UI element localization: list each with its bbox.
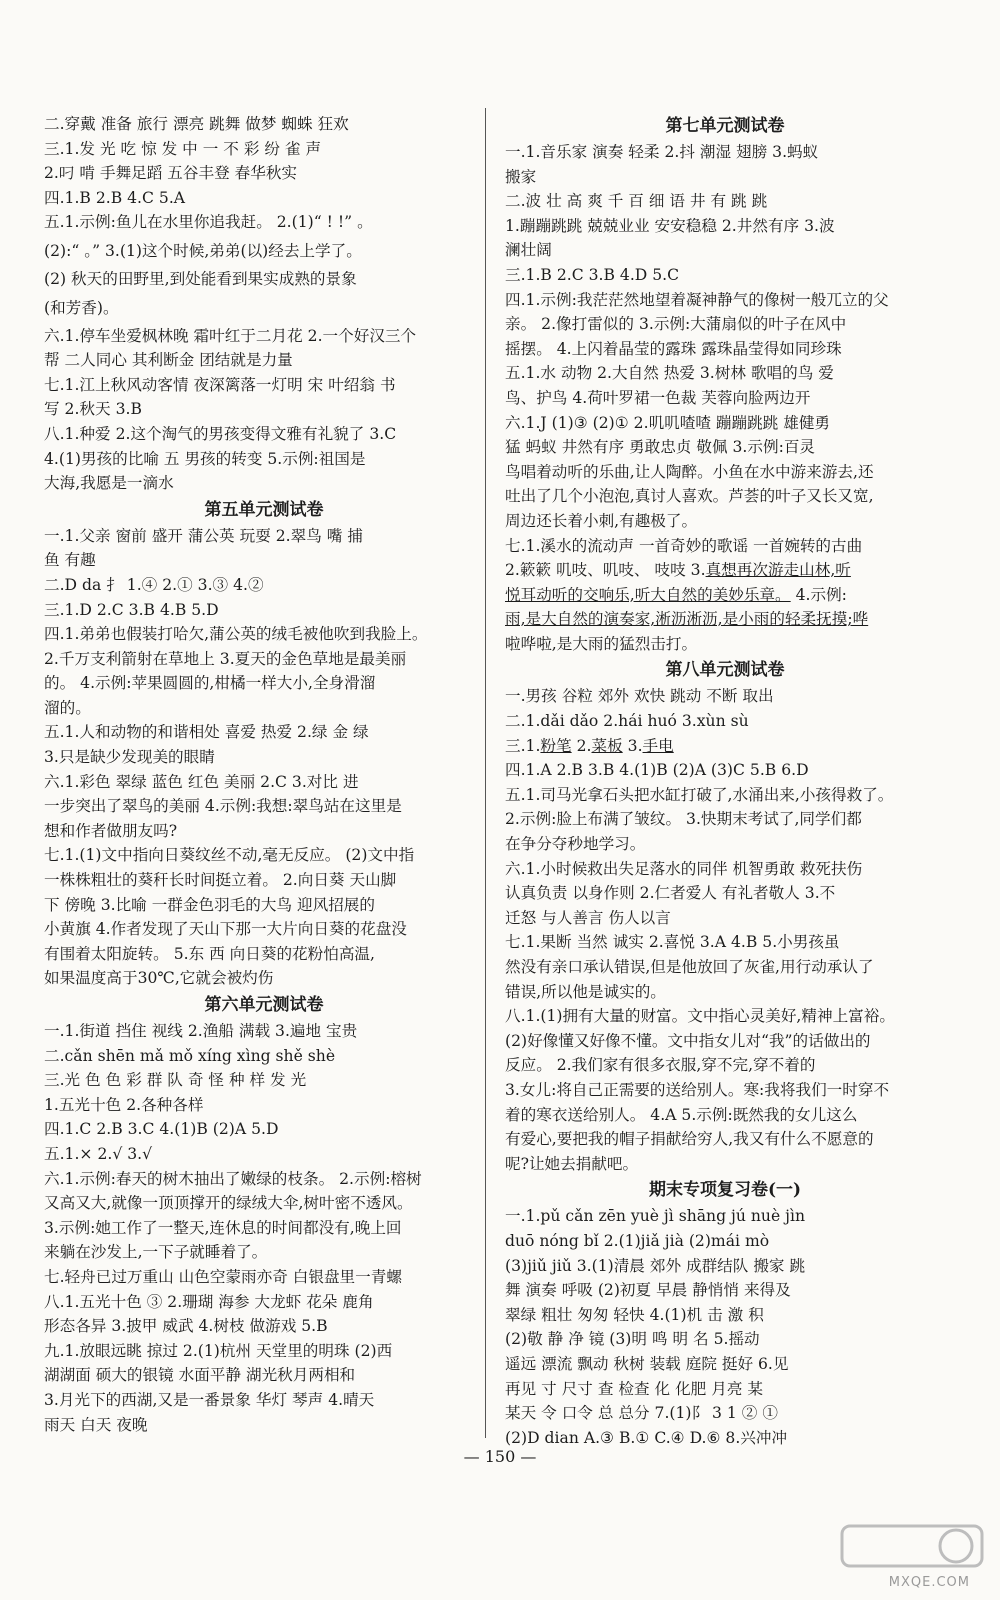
answer-line: 七.1.果断 当然 诚实 2.喜悦 3.A 4.B 5.小男孩虽 [505, 933, 840, 952]
answer-line [505, 607, 945, 632]
answer-line: 一.1.pǔ cǎn zēn yuè jì shāng jú nuè jìn [505, 1207, 805, 1226]
section-heading: 第八单元测试卷 [665, 660, 785, 681]
answer-line: 三.1.发 光 吃 惊 发 中 一 不 彩 纷 雀 声 [44, 139, 322, 158]
answer-line: 七.轻舟已过万重山 山色空蒙雨亦奇 白银盘里一青螺 [44, 1267, 402, 1286]
section-heading: 第七单元测试卷 [665, 116, 785, 136]
answer-line: 六.1.停车坐爱枫林晚 霜叶红于二月花 2.一个好汉三个 [44, 326, 417, 345]
underlined-answer: 悦耳动听的交响乐,听大自然的美妙乐章。 [505, 585, 791, 604]
answer-line: 写 2.秋天 3.B [44, 400, 142, 419]
answer-line: 雨天 白天 夜晚 [44, 1415, 148, 1434]
answer-line: 猛 蚂蚁 井然有序 勇敢忠贞 敬佩 3.示例:百灵 [505, 438, 816, 457]
answer-line: 3.女儿:将自己正需要的送给别人。寒:我将我们一时穿不 [505, 1080, 890, 1099]
answer-line: 五.1.× 2.√ 3.√ [44, 1144, 153, 1163]
answer-line: 六.1.彩色 翠绿 蓝色 红色 美丽 2.C 3.对比 进 [44, 772, 359, 791]
answer-line: 1.蹦蹦跳跳 兢兢业业 安安稳稳 2.井然有序 3.波 [505, 216, 835, 235]
answer-line: duō nóng bǐ 2.(1)jiǎ jià (2)mái mò [505, 1231, 770, 1250]
answer-line: 一.1.音乐家 演奏 轻柔 2.抖 潮湿 翅膀 3.蚂蚁 [505, 143, 819, 161]
answer-line: 一.男孩 谷粒 郊外 欢快 跳动 不断 取出 [505, 687, 774, 706]
answer-line: 八.1.(1)拥有大量的财富。文中指心灵美好,精神上富裕。 [505, 1007, 895, 1026]
answer-line: 着的寒衣送给别人。 4.A 5.示例:既然我的女儿这么 [505, 1105, 858, 1124]
section-heading: 第五单元测试卷 [204, 499, 324, 520]
answer-text: 三.1. [505, 736, 541, 755]
left-column [44, 112, 484, 1437]
section-heading: 期末专项复习卷(一) [648, 1180, 802, 1201]
answer-line: 三.1.B 2.C 3.B 4.D 5.C [505, 265, 680, 284]
answer-line: 二.穿戴 准备 旅行 漂亮 跳舞 做梦 蜘蛛 狂欢 [44, 115, 349, 133]
answer-line: (和芳香)。 [44, 298, 119, 317]
answer-line: 摇摆。 4.上闪着晶莹的露珠 露珠晶莹得如同珍珠 [505, 339, 842, 358]
answer-line: 又高又大,就像一顶顶撑开的绿绒大伞,树叶密不透风。 [44, 1194, 413, 1213]
answer-line: 湖湖面 硕大的银镜 水面平静 湖光秋月两相和 [44, 1366, 356, 1385]
answer-line: 九.1.放眼远眺 掠过 2.(1)杭州 天堂里的明珠 (2)西 [44, 1341, 393, 1360]
answer-line: 七.1.(1)文中指向日葵纹丝不动,毫无反应。 (2)文中指 [44, 846, 415, 865]
answer-line: 某天 令 口令 总 总分 7.(1)阝 3 1 ② ① [505, 1404, 778, 1423]
answer-line: 的。 4.示例:苹果圆圆的,柑橘一样大小,全身滑溜 [44, 674, 376, 693]
answer-line: 4.(1)男孩的比喻 五 男孩的转变 5.示例:祖国是 [44, 449, 366, 468]
answer-line: 五.1.司马光拿石头把水缸打破了,水涌出来,小孩得救了。 [505, 785, 894, 804]
answer-text: 2.簌簌 叽吱、叽吱、 吱吱 3. [505, 561, 706, 580]
underlined-answer: 雨,是大自然的演奏家,淅沥淅沥,是小雨的轻柔抚摸;哗 [505, 610, 869, 629]
answer-line: 2.叼 啃 手舞足蹈 五谷丰登 春华秋实 [44, 164, 298, 183]
answer-line: (2)D dian A.③ B.① C.④ D.⑥ 8.兴冲冲 [505, 1428, 788, 1447]
answer-line: (2)好像懂又好像不懂。文中指女儿对“我”的话做出的 [505, 1031, 871, 1050]
answer-line: (3)jiǔ jiǔ 3.(1)清晨 郊外 成群结队 搬家 跳 [505, 1256, 806, 1275]
answer-line: 2.示例:脸上布满了皱纹。 3.快期末考试了,同学们都 [505, 810, 862, 829]
answer-line: 在争分夺秒地学习。 [505, 835, 646, 854]
section-heading: 第六单元测试卷 [204, 995, 324, 1015]
underlined-answer: 真想再次游走山林,听 [705, 561, 851, 580]
answer-text: 3. [622, 736, 643, 755]
answer-line: 一.1.父亲 窗前 盛开 蒲公英 玩耍 2.翠鸟 嘴 捕 [44, 526, 363, 545]
answer-line: 3.示例:她工作了一整天,连休息的时间都没有,晚上回 [44, 1218, 402, 1237]
answer-line: 七.1.溪水的流动声 一首奇妙的歌谣 一首婉转的古曲 [505, 536, 863, 555]
underlined-answer: 菜板 [591, 736, 623, 755]
answer-line: 四.1.B 2.B 4.C 5.A [44, 188, 186, 207]
answer-line: 二.1.dǎi dǎo 2.hái huó 3.xùn sù [505, 712, 749, 731]
answer-line: (2) 秋天的田野里,到处能看到果实成熟的景象 [44, 269, 357, 288]
answer-line: 二.cǎn shēn mǎ mǒ xíng xìng shě shè [44, 1046, 336, 1065]
answer-line: 3.只是缺少发现美的眼睛 [44, 748, 215, 767]
answer-line: 八.1.种爱 2.这个淘气的男孩变得文雅有礼貌了 3.C [44, 424, 397, 443]
answer-line: 二.波 壮 高 爽 千 百 细 语 井 有 跳 跳 [505, 192, 768, 211]
answer-line: 1.五光十色 2.各种各样 [44, 1095, 204, 1114]
answer-line: 再见 寸 尺寸 查 检查 化 化肥 月亮 某 [505, 1379, 763, 1398]
answer-line: 大海,我愿是一滴水 [44, 474, 174, 493]
answer-line [505, 734, 945, 759]
answer-line: 然没有亲口承认错误,但是他放回了灰雀,用行动承认了 [505, 958, 874, 976]
answer-line: 一步突出了翠鸟的美丽 4.示例:我想:翠鸟站在这里是 [44, 797, 402, 816]
answer-line: 如果温度高于30℃,它就会被灼伤 [44, 969, 274, 988]
answer-line: 错误,所以他是诚实的。 [505, 982, 666, 1001]
answer-line: 迁怒 与人善言 伤人以言 [505, 908, 671, 927]
answer-line: 小黄旗 4.作者发现了天山下那一大片向日葵的花盘没 [44, 920, 407, 939]
answer-line: 鸟、护鸟 4.荷叶罗裙一色裁 芙蓉向脸两边开 [505, 388, 811, 407]
answer-line: 三.1.D 2.C 3.B 4.B 5.D [44, 600, 219, 619]
answer-line: 六.1.小时候救出失足落水的同伴 机智勇敢 救死扶伤 [505, 859, 863, 878]
answer-line: (2):“ 。” 3.(1)这个时候,弟弟(以)经去上学了。 [44, 241, 362, 260]
column-divider [485, 108, 486, 1438]
answer-line: 啦哗啦,是大雨的猛烈击打。 [505, 634, 698, 653]
answer-line: 翠绿 粗壮 匆匆 轻快 4.(1)机 击 激 积 [505, 1305, 764, 1324]
answer-line: 舞 演奏 呼吸 (2)初夏 早晨 静悄悄 来得及 [505, 1281, 791, 1300]
watermark-text: MXQE.COM [888, 1575, 970, 1590]
answer-line: 鱼 有趣 [44, 551, 96, 570]
answer-line: 四.1.示例:我茫茫然地望着凝神静气的像树一般兀立的父 [505, 290, 889, 309]
answer-line: 想和作者做朋友吗? [44, 821, 178, 840]
answer-line [505, 558, 945, 583]
page-number: — 150 — [463, 1447, 537, 1466]
answer-line: 下 傍晚 3.比喻 一群金色羽毛的大鸟 迎风招展的 [44, 895, 375, 914]
answer-line: 遥远 漂流 飘动 秋树 装载 庭院 挺好 6.见 [505, 1354, 789, 1373]
answer-line: 六.1.J (1)③ (2)① 2.叽叽喳喳 蹦蹦跳跳 雄健勇 [505, 413, 831, 432]
answer-line: 六.1.示例:春天的树木抽出了嫩绿的枝条。 2.示例:榕树 [44, 1169, 422, 1188]
answer-line: 一株株粗壮的葵秆长时间挺立着。 2.向日葵 天山脚 [44, 871, 397, 890]
answer-text: 2. [571, 736, 592, 755]
answer-line: 搬家 [505, 167, 537, 186]
answer-line: 鸟唱着动听的乐曲,让人陶醉。小鱼在水中游来游去,还 [505, 462, 874, 481]
right-column [505, 112, 945, 1450]
answer-line: 澜壮阔 [505, 241, 552, 260]
underlined-answer: 粉笔 [540, 736, 572, 755]
underlined-answer: 手电 [642, 736, 674, 755]
answer-line: 吐出了几个小泡泡,真讨人喜欢。芦荟的叶子又长又宽, [505, 487, 874, 506]
answer-line: 二.D da 扌 1.④ 2.① 3.③ 4.② [44, 575, 264, 594]
answer-line: 四.1.弟弟也假装打哈欠,蒲公英的绒毛被他吹到我脸上。 [44, 625, 428, 644]
answer-text: 4.示例: [790, 585, 847, 604]
answer-line: 八.1.五光十色 ③ 2.珊瑚 海参 大龙虾 花朵 鹿角 [44, 1292, 374, 1311]
answer-line: 2.千万支利箭射在草地上 3.夏天的金色草地是最美丽 [44, 649, 407, 668]
answer-line: 反应。 2.我们家有很多衣服,穿不完,穿不着的 [505, 1056, 816, 1075]
answer-line: 五.1.示例:鱼儿在水里你追我赶。 2.(1)“ ! !” 。 [44, 213, 373, 232]
answer-line: 溜的。 [44, 698, 91, 717]
answer-line: 三.光 色 色 彩 群 队 奇 怪 种 样 发 光 [44, 1071, 307, 1090]
answer-line: 认真负责 以身作则 2.仁者爱人 有礼者敬人 3.不 [505, 884, 836, 903]
answer-line: 五.1.人和动物的和谐相处 喜爱 热爱 2.绿 金 绿 [44, 723, 369, 742]
answer-line [505, 583, 945, 608]
answer-line: 来躺在沙发上,一下子就睡着了。 [44, 1243, 268, 1262]
answer-line: 五.1.水 动物 2.大自然 热爱 3.树林 歌唱的鸟 爱 [505, 364, 834, 383]
answer-line: (2)敬 静 净 镜 (3)明 鸣 明 名 5.摇动 [505, 1330, 760, 1349]
answer-line: 周边还长着小刺,有趣极了。 [505, 511, 698, 530]
answer-line: 3.月光下的西湖,又是一番景象 华灯 琴声 4.晴天 [44, 1390, 375, 1409]
answer-line: 一.1.街道 挡住 视线 2.渔船 满载 3.遍地 宝贵 [44, 1022, 358, 1040]
answer-line: 呢?让她去捐献吧。 [505, 1154, 639, 1173]
answer-line: 有围着太阳旋转。 5.东 西 向日葵的花粉怕高温, [44, 944, 375, 963]
answer-line: 有爱心,要把我的帽子捐献给穷人,我又有什么不愿意的 [505, 1130, 874, 1149]
answer-line: 亲。 2.像打雷似的 3.示例:大蒲扇似的叶子在风中 [505, 315, 847, 334]
answer-line: 形态各异 3.披甲 威武 4.树枝 做游戏 5.B [44, 1317, 328, 1336]
answer-line: 四.1.C 2.B 3.C 4.(1)B (2)A 5.D [44, 1120, 279, 1139]
answer-line: 七.1.江上秋风动客情 夜深篱落一灯明 宋 叶绍翁 书 [44, 375, 396, 394]
answer-line: 帮 二人同心 其利断金 团结就是力量 [44, 351, 293, 370]
answer-line: 四.1.A 2.B 3.B 4.(1)B (2)A (3)C 5.B 6.D [505, 761, 809, 780]
